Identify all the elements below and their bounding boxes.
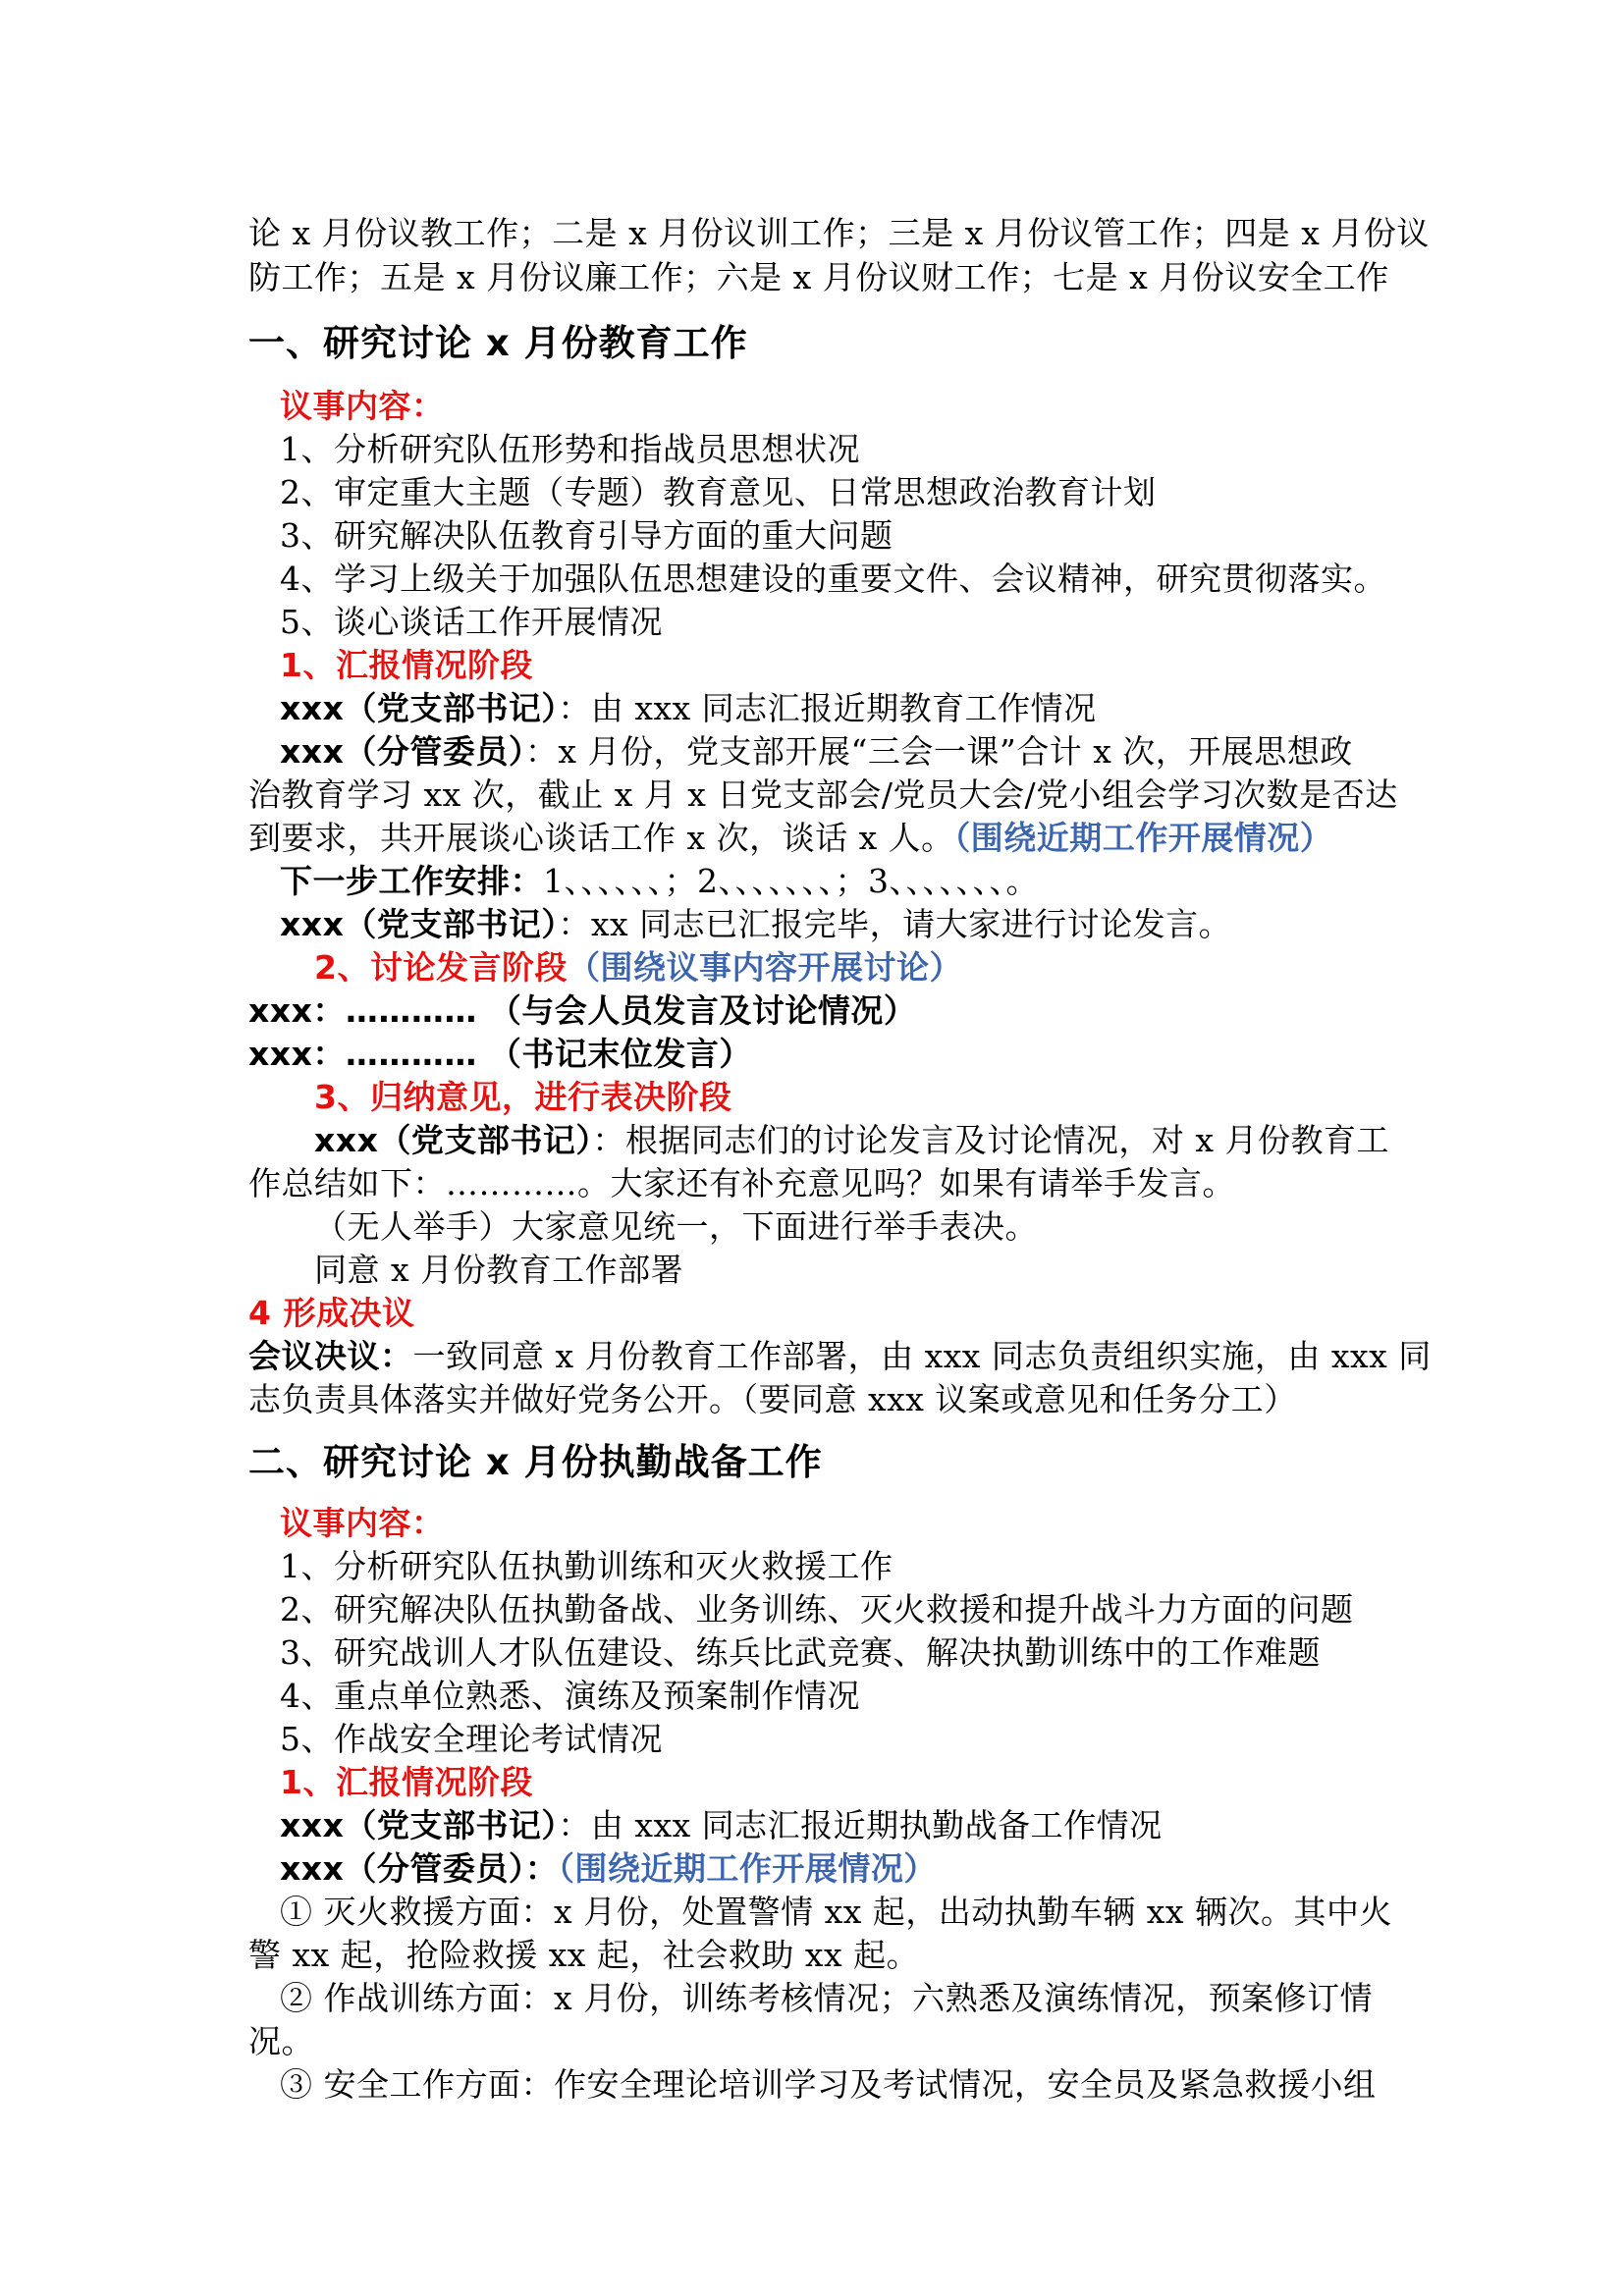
- resolution-label: 会议决议：: [248, 1337, 413, 1375]
- agree-line: 同意 x 月份教育工作部署: [314, 1251, 684, 1289]
- report-line: [280, 687, 1097, 730]
- agenda-item: 5、作战安全理论考试情况: [280, 1720, 663, 1758]
- section-heading: 二、研究讨论 x 月份执勤战备工作: [248, 1441, 823, 1483]
- vote-line: （无人举手）大家意见统一，下面进行举手表决。: [314, 1207, 1038, 1246]
- discussion-line: xxx：………… （与会人员发言及讨论情况）: [248, 991, 917, 1030]
- agenda-item: 3、研究战训人才队伍建设、练兵比武竞赛、解决执勤训练中的工作难题: [280, 1633, 1321, 1672]
- detail-line: ① 灭火救援方面：x 月份，处置警情 xx 起，出动执勤车辆 xx 辆次。其中火: [280, 1893, 1392, 1931]
- agenda-item: 4、学习上级关于加强队伍思想建设的重要文件、会议精神，研究贯彻落实。: [280, 560, 1386, 598]
- guidance-note: （围绕近期工作开展情况）: [953, 819, 1333, 857]
- report-line: [280, 730, 1353, 774]
- next-steps-text: 1、、、、、、；2、、、、、、、；3、、、、、、、。: [543, 862, 1039, 900]
- detail-line: ② 作战训练方面：x 月份，训练考核情况；六熟悉及演练情况，预案修订情: [280, 1979, 1374, 2017]
- speaker-name: xxx（党支部书记）: [280, 905, 559, 943]
- speech-text: ：xx 同志已汇报完毕，请大家进行讨论发言。: [558, 905, 1232, 943]
- speech-text: ：由 xxx 同志汇报近期执勤战备工作情况: [558, 1806, 1163, 1844]
- resolution-line: [248, 1335, 1432, 1378]
- agenda-item: 3、研究解决队伍教育引导方面的重大问题: [280, 516, 893, 555]
- speech-text: 到要求，共开展谈心谈话工作 x 次，谈话 x 人。: [248, 819, 954, 857]
- resolution-text: 一致同意 x 月份教育工作部署，由 xxx 同志负责组织实施，由 xxx 同: [412, 1337, 1432, 1375]
- intro-line: 防工作；五是 x 月份议廉工作；六是 x 月份议财工作；七是 x 月份议安全工作: [248, 258, 1389, 296]
- agenda-label: 议事内容：: [280, 1504, 445, 1542]
- detail-line: 警 xx 起，抢险救援 xx 起，社会救助 xx 起。: [248, 1936, 920, 1974]
- stage-heading: 4 形成决议: [248, 1294, 415, 1332]
- speech-text: ：由 xxx 同志汇报近期教育工作情况: [558, 689, 1097, 727]
- detail-line: ③ 安全工作方面：作安全理论培训学习及考试情况，安全员及紧急救援小组: [280, 2065, 1377, 2104]
- speaker-name: xxx（分管委员）: [280, 732, 525, 771]
- speaker-name: xxx（党支部书记）: [280, 689, 559, 727]
- resolution-line: 志负责具体落实并做好党务公开。（要同意 xxx 议案或意见和任务分工）: [248, 1380, 1297, 1418]
- report-line: [248, 817, 1332, 860]
- summary-line: [314, 1119, 1389, 1162]
- stage-heading: 1、汇报情况阶段: [280, 646, 533, 684]
- report-line: [280, 903, 1231, 946]
- detail-line: 况。: [248, 2022, 314, 2060]
- speaker-name: xxx（党支部书记）: [280, 1806, 559, 1844]
- stage-label: 2、讨论发言阶段: [314, 948, 568, 987]
- agenda-item: 1、分析研究队伍形势和指战员思想状况: [280, 430, 860, 468]
- speech-text: ：x 月份，党支部开展“三会一课”合计 x 次，开展思想政: [524, 732, 1353, 771]
- agenda-item: 4、重点单位熟悉、演练及预案制作情况: [280, 1677, 860, 1715]
- agenda-item: 2、审定重大主题（专题）教育意见、日常思想政治教育计划: [280, 473, 1157, 511]
- speaker-name: xxx（分管委员）: [280, 1849, 525, 1888]
- speaker-name: xxx（党支部书记）: [314, 1121, 593, 1159]
- guidance-note: （围绕议事内容开展讨论）: [567, 948, 962, 987]
- agenda-label: 议事内容：: [280, 387, 445, 425]
- guidance-note: （围绕近期工作开展情况）: [558, 1849, 937, 1888]
- stage-heading: 3、归纳意见，进行表决阶段: [314, 1078, 732, 1116]
- report-line: [280, 1804, 1163, 1847]
- next-steps-label: 下一步工作安排：: [280, 862, 543, 900]
- stage-heading: 1、汇报情况阶段: [280, 1763, 533, 1801]
- report-line: [280, 1847, 937, 1891]
- report-line: 治教育学习 xx 次，截止 x 月 x 日党支部会/党员大会/党小组会学习次数是否达: [248, 775, 1398, 814]
- agenda-item: 1、分析研究队伍执勤训练和灭火救援工作: [280, 1547, 893, 1585]
- speech-text: ：根据同志们的讨论发言及讨论情况，对 x 月份教育工: [592, 1121, 1389, 1159]
- stage-heading: [314, 946, 962, 989]
- intro-line: 论 x 月份议教工作；二是 x 月份议训工作；三是 x 月份议管工作；四是 x 月份议: [248, 214, 1430, 252]
- summary-line: 作总结如下：…………。大家还有补充意见吗？如果有请举手发言。: [248, 1164, 1235, 1202]
- speech-text: ：: [524, 1849, 559, 1888]
- section-heading: 一、研究讨论 x 月份教育工作: [248, 322, 748, 364]
- agenda-item: 2、研究解决队伍执勤备战、业务训练、灭火救援和提升战斗力方面的问题: [280, 1590, 1354, 1629]
- next-steps: [280, 860, 1039, 903]
- discussion-line: xxx：………… （书记末位发言）: [248, 1035, 752, 1073]
- agenda-item: 5、谈心谈话工作开展情况: [280, 603, 663, 641]
